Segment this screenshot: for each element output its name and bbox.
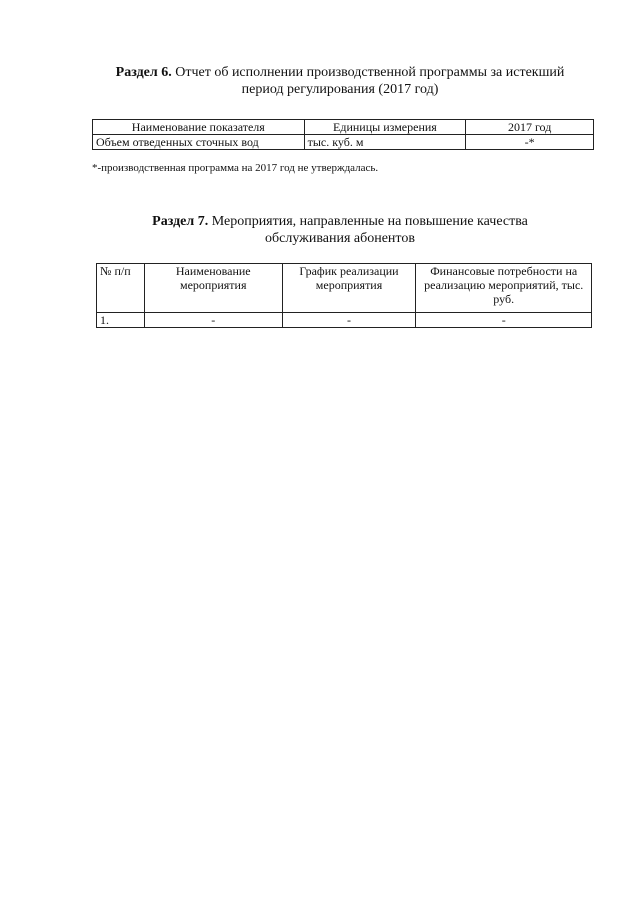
header-cell-indicator: Наименование показателя: [93, 120, 305, 135]
section7-title-line1: Мероприятия, направленные на повышение качества: [211, 214, 528, 229]
header-cell-number: № п/п: [97, 264, 145, 313]
cell-units: тыс. куб. м: [304, 135, 466, 150]
table-row: [97, 313, 592, 328]
table-header-row: [97, 264, 592, 313]
section6-table: [92, 119, 594, 150]
cell-measure-name: -: [144, 313, 282, 328]
cell-financing: -: [416, 313, 592, 328]
section7-title-line2: обслуживания абонентов: [265, 231, 415, 246]
header-cell-units: Единицы измерения: [304, 120, 466, 135]
section6-title-line1: Отчет об исполнении производственной программы за истекший: [175, 65, 565, 80]
cell-year-value: -*: [466, 135, 594, 150]
footnote: *-производственная программа на 2017 год не утверждалась.: [92, 162, 379, 174]
header-cell-financing: Финансовые потребности на реализацию мероприятий, тыс. руб.: [416, 264, 592, 313]
section6-heading: [90, 64, 590, 98]
section6-label: Раздел 6.: [115, 65, 172, 80]
cell-schedule: -: [282, 313, 416, 328]
table-row: [93, 135, 594, 150]
section7-heading: [90, 213, 590, 247]
section6-title-line2: период регулирования (2017 год): [241, 82, 439, 97]
cell-indicator: Объем отведенных сточных вод: [93, 135, 305, 150]
table-header-row: [93, 120, 594, 135]
section7-table: [96, 263, 592, 328]
header-cell-schedule: График реализации мероприятия: [282, 264, 416, 313]
header-cell-year: 2017 год: [466, 120, 594, 135]
section7-label: Раздел 7.: [152, 214, 209, 229]
header-cell-measure-name: Наименование мероприятия: [144, 264, 282, 313]
cell-number: 1.: [97, 313, 145, 328]
